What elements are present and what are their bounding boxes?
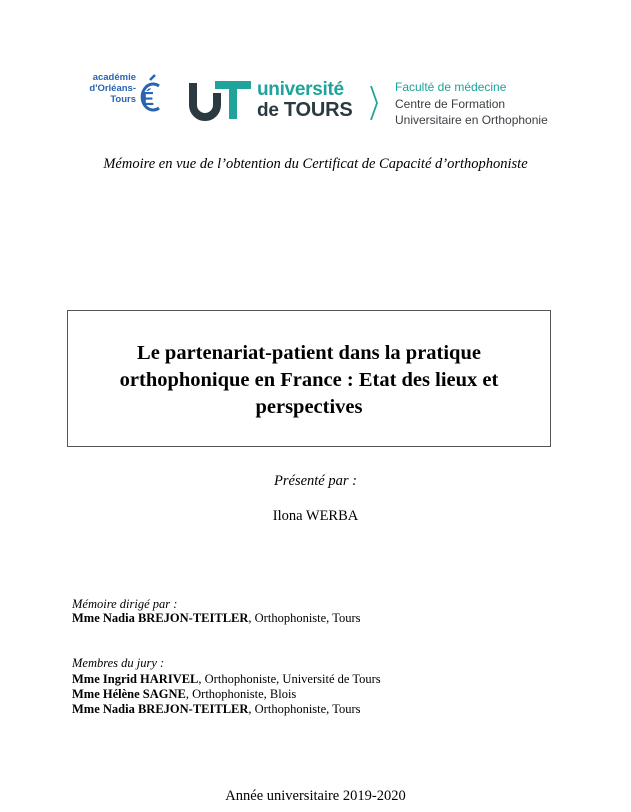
universite-monogram-icon bbox=[189, 79, 255, 121]
academie-logo bbox=[72, 72, 168, 122]
director-name: Mme Nadia BREJON-TEITLER bbox=[72, 611, 249, 625]
author-name: Ilona WERBA bbox=[272, 508, 359, 524]
jury-member-name: Mme Nadia BREJON-TEITLER bbox=[72, 702, 249, 716]
title-line2: orthophonique en France : Etat des lieux et bbox=[119, 369, 499, 391]
jury-member-name: Mme Ingrid HARIVEL bbox=[72, 672, 199, 686]
jury-member bbox=[72, 672, 381, 688]
bracket-divider-icon bbox=[368, 84, 380, 122]
jury-member bbox=[72, 702, 361, 718]
universite-line2 bbox=[257, 100, 353, 121]
title-box bbox=[67, 310, 551, 447]
academie-logo-text bbox=[72, 72, 136, 105]
academie-line2: d'Orléans-Tours bbox=[89, 83, 136, 105]
universite-line2-prefix: de bbox=[257, 100, 279, 121]
direction-label: Mémoire dirigé par : bbox=[72, 597, 178, 611]
jury-member-details: , Orthophoniste, Tours bbox=[248, 702, 361, 716]
universite-line2-bold: TOURS bbox=[283, 99, 353, 121]
jury-label: Membres du jury : bbox=[72, 656, 165, 670]
academie-e-mark: É bbox=[141, 89, 155, 109]
jury-member-details: , Orthophoniste, Blois bbox=[185, 687, 297, 701]
academic-year: Année universitaire 2019-2020 bbox=[225, 788, 406, 804]
memoire-title bbox=[88, 340, 530, 421]
memoire-subtitle: Mémoire en vue de l’obtention du Certificat de Capacité d’orthophoniste bbox=[103, 156, 528, 172]
jury-member bbox=[72, 687, 296, 703]
presente-par-label: Présenté par : bbox=[274, 473, 357, 489]
title-line3: perspectives bbox=[255, 396, 363, 418]
academie-e-icon bbox=[135, 74, 165, 114]
title-line1: Le partenariat-patient dans la pratique bbox=[137, 342, 481, 364]
director-entry bbox=[72, 611, 361, 627]
jury-member-name: Mme Hélène SAGNE bbox=[72, 687, 186, 701]
universite-tours-logo bbox=[189, 76, 364, 126]
faculte-line3: Universitaire en Orthophonie bbox=[395, 113, 548, 127]
faculte-block bbox=[395, 79, 548, 129]
academie-line1: académie bbox=[92, 72, 136, 83]
faculte-line2: Centre de Formation bbox=[395, 96, 506, 111]
faculte-line1: Faculté de médecine bbox=[395, 80, 507, 94]
jury-member-details: , Orthophoniste, Université de Tours bbox=[198, 672, 381, 686]
universite-line1: université bbox=[257, 79, 344, 100]
director-details: , Orthophoniste, Tours bbox=[248, 611, 361, 625]
